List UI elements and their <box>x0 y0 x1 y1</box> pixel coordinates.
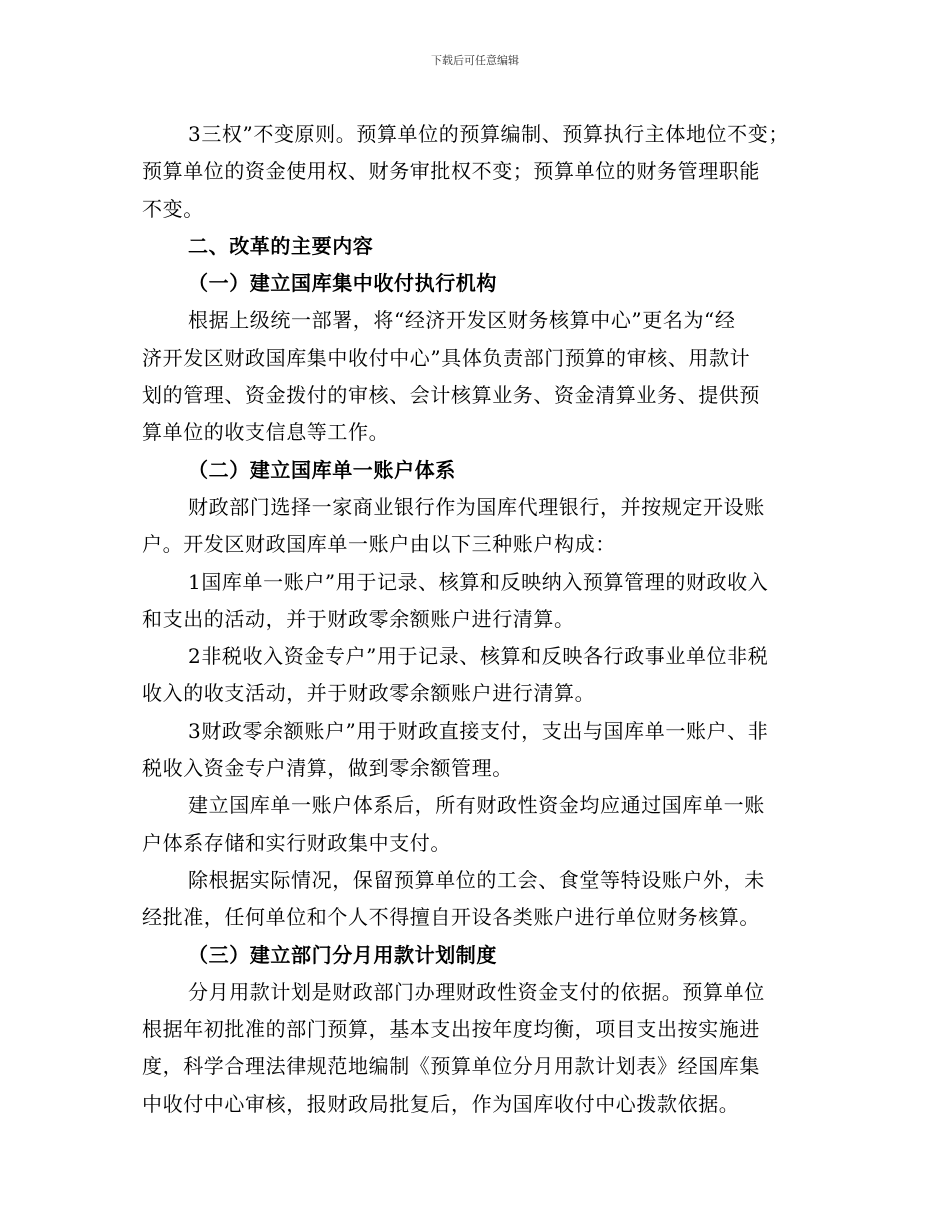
text-line: 户。开发区财政国库单一账户由以下三种账户构成： <box>142 532 616 557</box>
text-line: 划的管理、资金拨付的审核、会计核算业务、资金清算业务、提供预 <box>142 383 760 408</box>
text-line: 3财政零余额账户”用于财政直接支付，支出与国库单一账户、非 <box>188 718 769 743</box>
section-heading: 二、改革的主要内容 <box>188 233 374 258</box>
text-line: 算单位的收支信息等工作。 <box>142 420 390 445</box>
text-line: 济开发区财政国库集中收付中心”具体负责部门预算的审核、用款计 <box>142 345 751 370</box>
text-line: 根据上级统一部署，将“经济开发区财务核算中心”更名为“经 <box>188 308 736 333</box>
text-line: 经批准，任何单位和个人不得擅自开设各类账户进行单位财务核算。 <box>142 905 760 930</box>
text-line: 中收付中心审核，报财政局批复后，作为国库收付中心拨款依据。 <box>142 1091 740 1116</box>
section-heading: （一）建立国库集中收付执行机构 <box>188 271 497 296</box>
section-heading: （二）建立国库单一账户体系 <box>188 457 456 482</box>
text-line: 收入的收支活动，并于财政零余额账户进行清算。 <box>142 681 596 706</box>
text-line: 3三权”不变原则。预算单位的预算编制、预算执行主体地位不变； <box>188 122 789 146</box>
text-line: 根据年初批准的部门预算，基本支出按年度均衡，项目支出按实施进 <box>142 1017 760 1042</box>
text-line: 财政部门选择一家商业银行作为国库代理银行，并按规定开设账 <box>188 494 765 519</box>
text-line: 税收入资金专户清算，做到零余额管理。 <box>142 756 513 781</box>
text-line: 除根据实际情况，保留预算单位的工会、食堂等特设账户外，未 <box>188 867 765 892</box>
text-line: 分月用款计划是财政部门办理财政性资金支付的依据。预算单位 <box>188 979 765 1004</box>
text-line: 度，科学合理法律规范地编制《预算单位分月用款计划表》经国库集 <box>142 1054 760 1079</box>
text-line: 不变。 <box>142 196 204 221</box>
section-heading: （三）建立部门分月用款计划制度 <box>188 942 497 967</box>
page-header: 下载后可任意编辑 <box>431 54 519 67</box>
document-body <box>142 116 832 1123</box>
text-line: 2非税收入资金专户”用于记录、核算和反映各行政事业单位非税 <box>188 644 769 669</box>
text-line: 户体系存储和实行财政集中支付。 <box>142 830 451 855</box>
text-line: 预算单位的资金使用权、财务审批权不变；预算单位的财务管理职能 <box>142 159 760 184</box>
text-line: 建立国库单一账户体系后，所有财政性资金均应通过国库单一账 <box>188 793 765 818</box>
text-line: 和支出的活动，并于财政零余额账户进行清算。 <box>142 606 575 631</box>
text-line: 1国库单一账户”用于记录、核算和反映纳入预算管理的财政收入 <box>188 569 769 594</box>
